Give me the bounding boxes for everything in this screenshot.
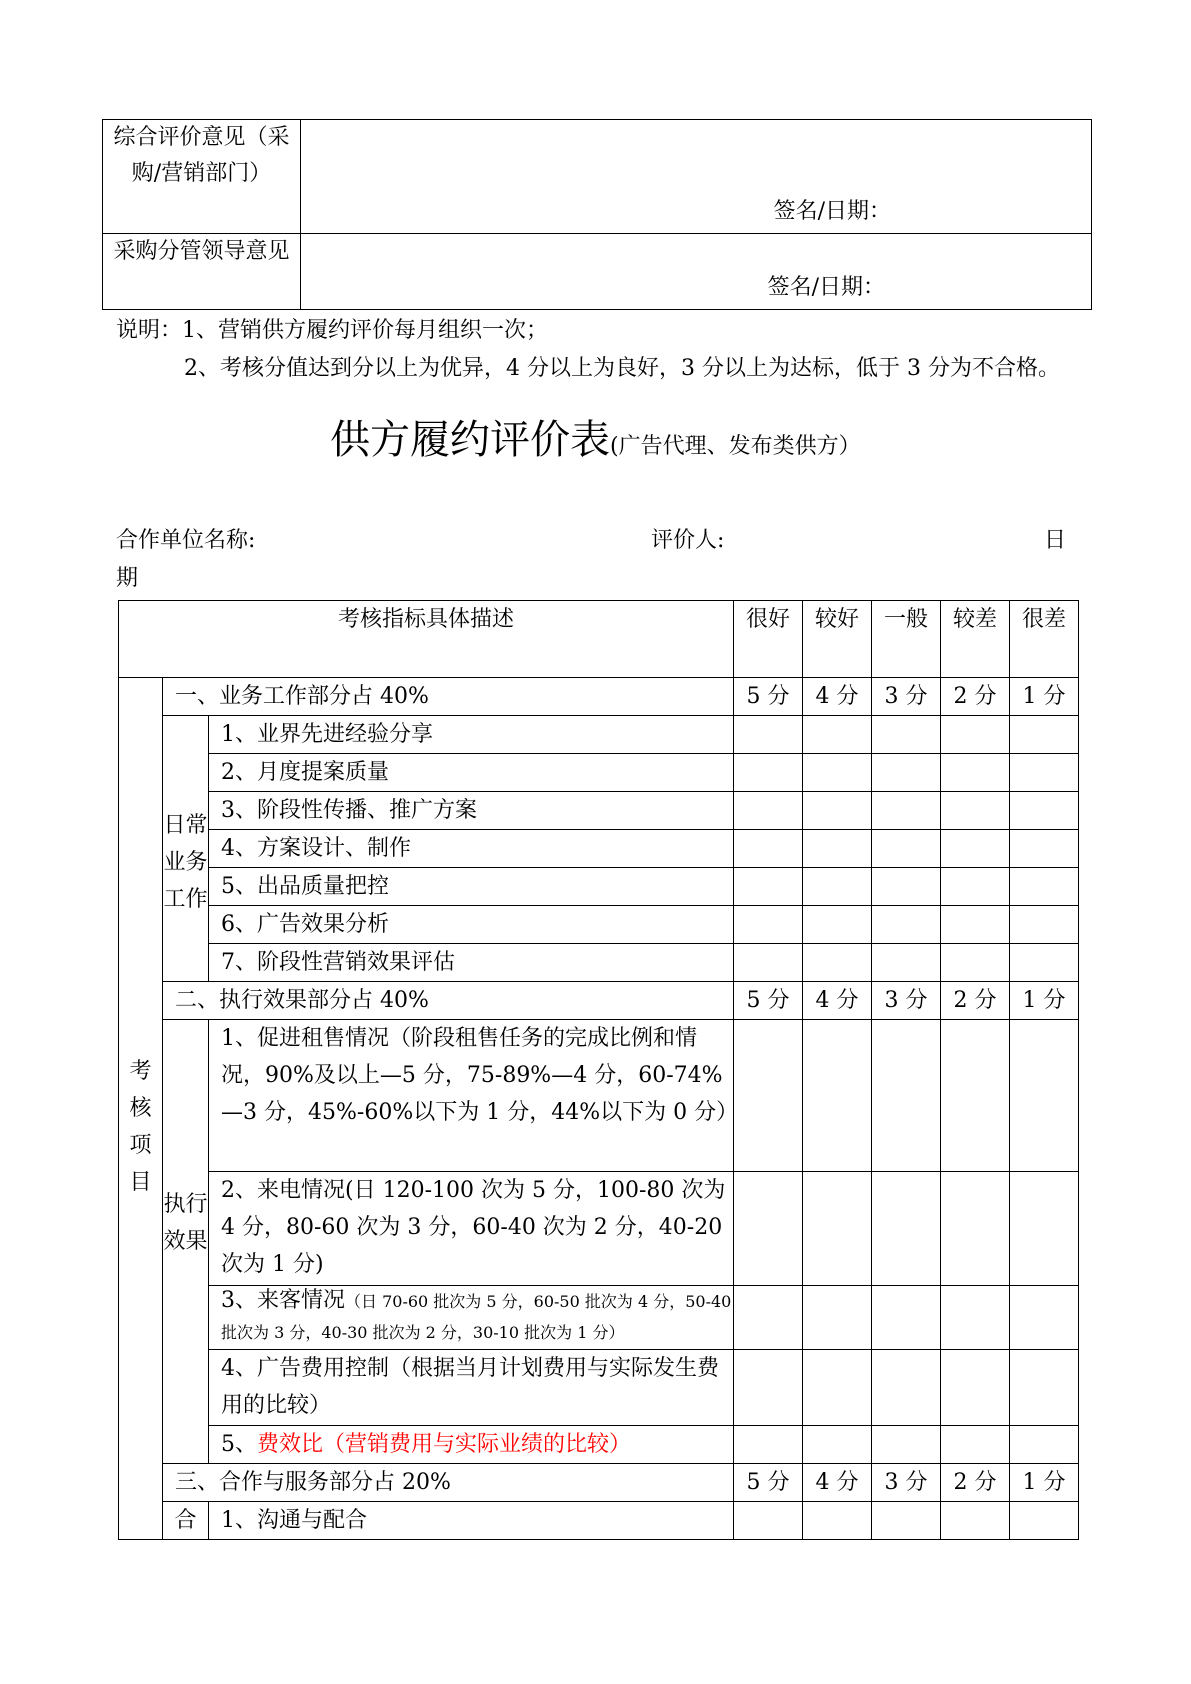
rating-cell[interactable] [941, 830, 1010, 868]
score-cell: 4 分 [803, 1464, 872, 1502]
table-row [119, 868, 1079, 906]
rating-cell[interactable] [872, 830, 941, 868]
rating-cell[interactable] [803, 1426, 872, 1464]
rating-cell[interactable] [872, 1426, 941, 1464]
rating-cell[interactable] [803, 868, 872, 906]
rating-cell[interactable] [803, 1350, 872, 1426]
rating-header: 很差 [1010, 601, 1079, 678]
rating-cell[interactable] [734, 830, 803, 868]
score-cell: 2 分 [941, 982, 1010, 1020]
item-desc [209, 1426, 734, 1464]
date-label-part1: 日 [1043, 528, 1066, 553]
rating-cell[interactable] [872, 868, 941, 906]
rating-cell[interactable] [803, 1172, 872, 1286]
item-desc [209, 1172, 734, 1286]
item-desc [209, 1286, 734, 1350]
table-row [119, 906, 1079, 944]
rating-cell[interactable] [872, 1172, 941, 1286]
title-subtitle: (广告代理、发布类供方） [610, 434, 861, 459]
section-title: 三、合作与服务部分占 20% [163, 1464, 734, 1502]
rating-cell[interactable] [803, 906, 872, 944]
rating-cell[interactable] [734, 1426, 803, 1464]
notes [116, 312, 1086, 388]
rating-cell[interactable] [734, 944, 803, 982]
outer-label: 考核项目 [119, 678, 163, 1540]
table-row [119, 1286, 1079, 1350]
item-desc-highlight: 费效比（营销费用与实际业绩的比较） [257, 1432, 632, 1457]
rating-header: 一般 [872, 601, 941, 678]
score-cell: 3 分 [872, 678, 941, 716]
rating-cell[interactable] [941, 1286, 1010, 1350]
item-desc: 7、阶段性营销效果评估 [209, 944, 734, 982]
score-cell: 5 分 [734, 1464, 803, 1502]
rating-header: 较差 [941, 601, 1010, 678]
score-cell: 4 分 [803, 982, 872, 1020]
item-desc: 2、月度提案质量 [209, 754, 734, 792]
overall-opinion-field[interactable] [301, 120, 1092, 234]
rating-cell[interactable] [941, 1350, 1010, 1426]
score-cell: 2 分 [941, 678, 1010, 716]
rating-cell[interactable] [803, 1286, 872, 1350]
form-meta [116, 522, 1066, 592]
rating-cell[interactable] [941, 754, 1010, 792]
rating-cell[interactable] [872, 906, 941, 944]
rating-cell[interactable] [941, 1020, 1010, 1172]
group-label: 日常业务工作 [163, 716, 209, 982]
section-row [119, 982, 1079, 1020]
rating-cell[interactable] [734, 1286, 803, 1350]
rating-cell[interactable] [872, 716, 941, 754]
date-label-part2: 期 [116, 566, 139, 591]
signature-date-label: 签名/日期： [773, 199, 891, 224]
company-name-label: 合作单位名称: [116, 528, 256, 553]
rating-cell[interactable] [1010, 716, 1079, 754]
rating-cell[interactable] [1010, 1502, 1079, 1540]
rating-cell[interactable] [1010, 1020, 1079, 1172]
rating-cell[interactable] [1010, 754, 1079, 792]
rating-cell[interactable] [803, 716, 872, 754]
header-desc: 考核指标具体描述 [119, 601, 734, 678]
rating-cell[interactable] [1010, 792, 1079, 830]
rating-cell[interactable] [872, 1020, 941, 1172]
rating-cell[interactable] [803, 1020, 872, 1172]
rating-cell[interactable] [941, 868, 1010, 906]
item-desc: 1、促进租售情况（阶段租售任务的完成比例和情况，90%及以上—5 分，75-89%—4 分，60-74%—3 分，45%-60%以下为 1 分，44%以下为 0 分） [209, 1020, 734, 1172]
header-row [119, 601, 1079, 678]
rating-cell[interactable] [1010, 1286, 1079, 1350]
rating-cell[interactable] [1010, 1172, 1079, 1286]
item-desc: 5、出品质量把控 [209, 868, 734, 906]
score-cell: 4 分 [803, 678, 872, 716]
rating-cell[interactable] [872, 1350, 941, 1426]
rating-cell[interactable] [803, 830, 872, 868]
rating-cell[interactable] [734, 1020, 803, 1172]
rating-cell[interactable] [872, 1502, 941, 1540]
score-cell: 1 分 [1010, 982, 1079, 1020]
table-row [119, 1426, 1079, 1464]
rating-cell[interactable] [941, 1426, 1010, 1464]
rating-cell[interactable] [1010, 1350, 1079, 1426]
rating-cell[interactable] [734, 792, 803, 830]
rating-cell[interactable] [941, 716, 1010, 754]
item-desc-label: 3、来客情况 [221, 1288, 345, 1313]
section-title: 二、执行效果部分占 40% [163, 982, 734, 1020]
approval-table [102, 119, 1092, 310]
rating-cell[interactable] [941, 1172, 1010, 1286]
rating-cell[interactable] [1010, 830, 1079, 868]
rating-header: 较好 [803, 601, 872, 678]
page-title [330, 408, 861, 465]
section-row [119, 1464, 1079, 1502]
table-row [119, 944, 1079, 982]
item-desc-detail: (日 120-100 次为 5 分，100-80 次为 4 分，80-60 次为 3 分，60-40 次为 2 分，40-20 次为 1 分) [221, 1178, 726, 1277]
rating-cell[interactable] [1010, 1426, 1079, 1464]
score-cell: 2 分 [941, 1464, 1010, 1502]
rating-cell[interactable] [941, 944, 1010, 982]
rating-cell[interactable] [803, 944, 872, 982]
rating-cell[interactable] [941, 906, 1010, 944]
overall-opinion-label: 综合评价意见（采购/营销部门） [103, 120, 301, 234]
table-row [119, 792, 1079, 830]
rating-header: 很好 [734, 601, 803, 678]
rating-cell[interactable] [803, 1502, 872, 1540]
rating-cell[interactable] [734, 1172, 803, 1286]
rating-cell[interactable] [734, 754, 803, 792]
item-desc-label: 2、来电情况 [221, 1178, 345, 1203]
table-row [119, 830, 1079, 868]
item-desc: 1、业界先进经验分享 [209, 716, 734, 754]
note-line-1: 说明：1、营销供方履约评价每月组织一次； [116, 318, 548, 343]
table-row [119, 1350, 1079, 1426]
score-cell: 1 分 [1010, 678, 1079, 716]
item-desc: 4、方案设计、制作 [209, 830, 734, 868]
table-row [119, 716, 1079, 754]
item-desc-detail: （日 70-60 批次为 5 分，60-50 批次为 4 分，50-40 批次为 3 分，40-30 批次为 2 分，30-10 批次为 1 分） [221, 1292, 732, 1342]
score-cell: 3 分 [872, 1464, 941, 1502]
table-row [119, 1020, 1079, 1172]
rating-cell[interactable] [803, 754, 872, 792]
item-desc: 3、阶段性传播、推广方案 [209, 792, 734, 830]
rating-cell[interactable] [734, 868, 803, 906]
title-main: 供方履约评价表 [330, 417, 610, 463]
rating-cell[interactable] [734, 1350, 803, 1426]
rating-cell[interactable] [872, 944, 941, 982]
score-cell: 5 分 [734, 678, 803, 716]
group-label: 合 [163, 1502, 209, 1540]
rating-cell[interactable] [803, 792, 872, 830]
rating-cell[interactable] [941, 792, 1010, 830]
evaluator-label: 评价人: [651, 528, 725, 553]
score-cell: 5 分 [734, 982, 803, 1020]
evaluation-table [118, 600, 1079, 1540]
leader-opinion-label: 采购分管领导意见 [103, 234, 301, 310]
item-desc: 6、广告效果分析 [209, 906, 734, 944]
section-row [119, 678, 1079, 716]
table-row [119, 1172, 1079, 1286]
score-cell: 3 分 [872, 982, 941, 1020]
rating-cell[interactable] [872, 754, 941, 792]
rating-cell[interactable] [734, 716, 803, 754]
rating-cell[interactable] [1010, 868, 1079, 906]
table-row [119, 754, 1079, 792]
leader-opinion-field[interactable] [301, 234, 1092, 310]
item-desc: 1、沟通与配合 [209, 1502, 734, 1540]
item-desc-label: 5、 [221, 1432, 257, 1457]
rating-cell[interactable] [1010, 944, 1079, 982]
rating-cell[interactable] [1010, 906, 1079, 944]
signature-date-label: 签名/日期： [767, 275, 885, 300]
rating-cell[interactable] [872, 1286, 941, 1350]
note-line-2: 2、考核分值达到分以上为优异，4 分以上为良好，3 分以上为达标，低于 3 分为不合格。 [184, 356, 1060, 381]
table-row [119, 1502, 1079, 1540]
item-desc: 4、广告费用控制（根据当月计划费用与实际发生费用的比较） [209, 1350, 734, 1426]
section-title: 一、业务工作部分占 40% [163, 678, 734, 716]
rating-cell[interactable] [734, 906, 803, 944]
rating-cell[interactable] [872, 792, 941, 830]
rating-cell[interactable] [941, 1502, 1010, 1540]
score-cell: 1 分 [1010, 1464, 1079, 1502]
rating-cell[interactable] [734, 1502, 803, 1540]
group-label: 执行效果 [163, 1020, 209, 1464]
